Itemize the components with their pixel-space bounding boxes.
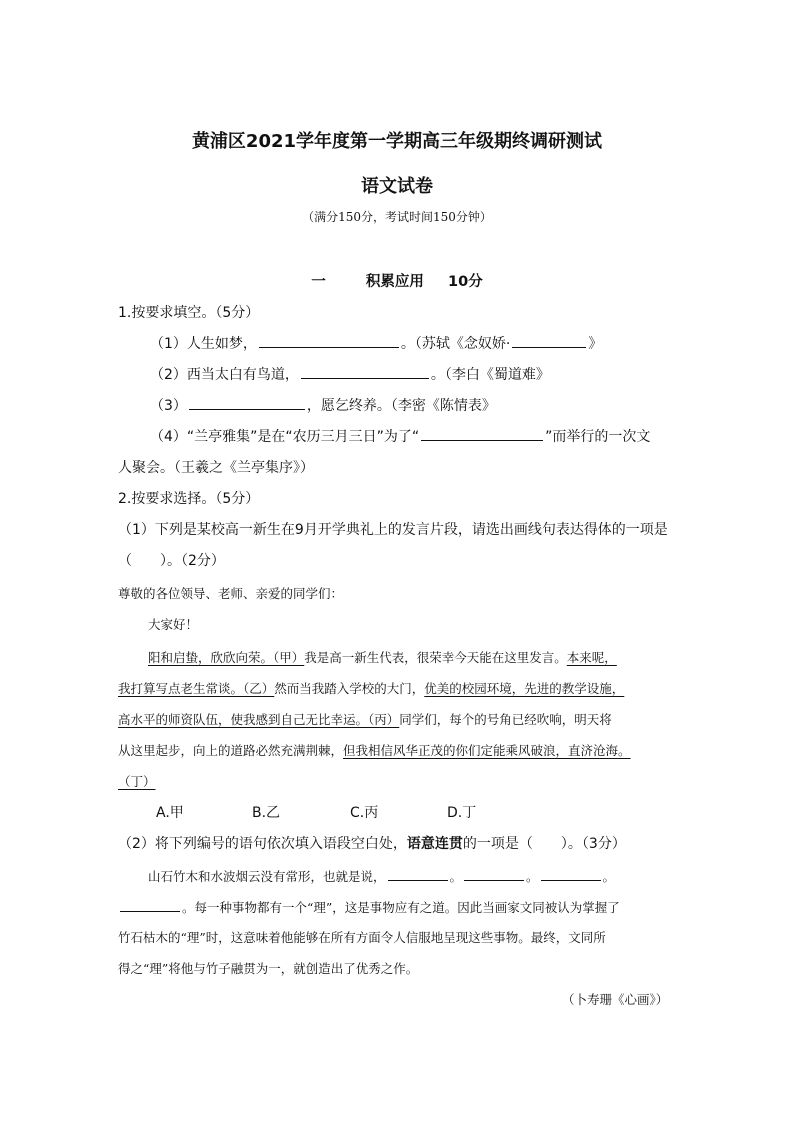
section-score: 10分: [448, 274, 483, 290]
speech-line-4: [118, 741, 631, 759]
passage-line-4: 得之“理”将他与竹子融贯为一，就创造出了优秀之作。: [118, 961, 419, 976]
speech-hello: 大家好！: [148, 617, 199, 632]
speech-text: 然而当我踏入学校的大门，: [274, 681, 425, 696]
fill-blank[interactable]: [541, 866, 601, 881]
passage-line-2: [118, 897, 620, 916]
answer-blank[interactable]: [512, 333, 586, 348]
q2-stem: 2.按要求选择。（5分）: [118, 491, 260, 507]
exam-subtitle: 语文试卷: [361, 176, 433, 197]
exam-title: 黄浦区2021学年度第一学期高三年级期终调研测试: [191, 131, 603, 152]
underlined-sentence-bing: 优美的校园环境，先进的教学设施，: [424, 681, 625, 696]
underlined-sentence-ding: 但我相信风华正茂的你们定能乘风破浪，直济沧海。: [343, 743, 631, 758]
answer-blank[interactable]: [421, 426, 543, 441]
fill-blank[interactable]: [120, 897, 180, 912]
speech-text: 从这里起步，向上的道路必然充满荆棘，: [118, 743, 344, 758]
q1-item-4-text-a: （4）“兰亭雅集”是在“农历三月三日”为了“: [150, 429, 420, 445]
q2-part1-line2: （ ）。（2分）: [118, 553, 225, 569]
passage-text: 山石竹木和水波烟云没有常形，也就是说，: [148, 869, 386, 884]
q1-item-4-cont: 人聚会。（王羲之《兰亭集序》）: [118, 460, 314, 476]
speech-line-3: [118, 710, 612, 728]
q1-stem: 1.按要求填空。（5分）: [118, 305, 260, 321]
passage-source: （卜寿珊《心画》）: [562, 992, 669, 1007]
q2-part2-stem: [118, 833, 626, 853]
option-c[interactable]: C.丙: [350, 805, 379, 821]
q2-part2-text-a: （2）将下列编号的语句依次填入语段空白处，: [118, 836, 407, 852]
fill-blank[interactable]: [464, 866, 524, 881]
option-d[interactable]: D.丁: [447, 805, 477, 821]
q1-item-3-text-b: ，愿乞终养。（李密《陈情表》: [306, 398, 496, 414]
section-name: 积累应用: [365, 274, 424, 290]
underlined-sentence-ding: （丁）: [118, 774, 156, 789]
option-a[interactable]: A.甲: [156, 805, 184, 821]
q1-item-1: [150, 333, 602, 353]
underlined-sentence-bing: 高水平的师资队伍，使我感到自己无比幸运。（丙）: [118, 712, 400, 727]
speech-line-5: [118, 772, 156, 790]
q1-item-1-text-b: 。（苏轼《念奴娇·: [400, 336, 511, 352]
underlined-sentence-jia: 阳和启蛰，欣欣向荣。（甲）: [148, 650, 305, 665]
q2-part1-line1: （1）下列是某校高一新生在9月开学典礼上的发言片段，请选出画线句表达得体的一项是: [118, 522, 668, 538]
option-b[interactable]: B.乙: [252, 805, 281, 821]
passage-line-3: 竹石枯木的“理”时，这意味着他能够在所有方面令人信服地呈现这些事物。最终，文同所: [118, 930, 606, 945]
speech-greeting: 尊敬的各位领导、老师、亲爱的同学们：: [118, 586, 344, 601]
answer-blank[interactable]: [189, 395, 305, 410]
answer-blank[interactable]: [259, 333, 399, 348]
q1-item-2-text-a: （2）西当太白有鸟道，: [150, 367, 299, 383]
underlined-sentence-yi: 我打算写点老生常谈。（乙）: [118, 681, 275, 696]
q1-item-1-text-a: （1）人生如梦，: [150, 336, 257, 352]
speech-line-1: [148, 648, 617, 666]
section-heading: [0, 270, 794, 291]
q1-item-2: [150, 364, 550, 384]
exam-note: （满分150分，考试时间150分钟）: [302, 210, 492, 224]
q2-part2-bold: 语意连贯: [406, 836, 463, 852]
passage-text: 。每一种事物都有一个“理”，这是事物应有之道。因此当画家文同被认为掌握了: [182, 900, 620, 915]
q1-item-2-text-b: 。（李白《蜀道难》: [430, 367, 550, 383]
q1-item-4: [150, 426, 650, 446]
q1-item-4-text-b: ”而举行的一次文: [545, 429, 651, 445]
q1-item-3-text-a: （3）: [150, 398, 187, 414]
speech-text: 同学们，每个的号角已经吹响，明天将: [399, 712, 612, 727]
speech-text: 我是高一新生代表，很荣幸今天能在这里发言。: [304, 650, 567, 665]
section-number: 一: [311, 274, 326, 290]
fill-blank[interactable]: [388, 866, 448, 881]
underlined-sentence-yi: 本来呢，: [566, 650, 617, 665]
speech-line-2: [118, 679, 624, 697]
q2-part2-text-b: 的一项是（ ）。（3分）: [462, 836, 626, 852]
answer-blank[interactable]: [301, 364, 429, 379]
q1-item-3: [150, 395, 496, 415]
passage-line-1: 山石竹木和水波烟云没有常形，也就是说， 。 。 。: [148, 866, 615, 885]
q1-item-1-text-c: 》: [588, 336, 603, 352]
